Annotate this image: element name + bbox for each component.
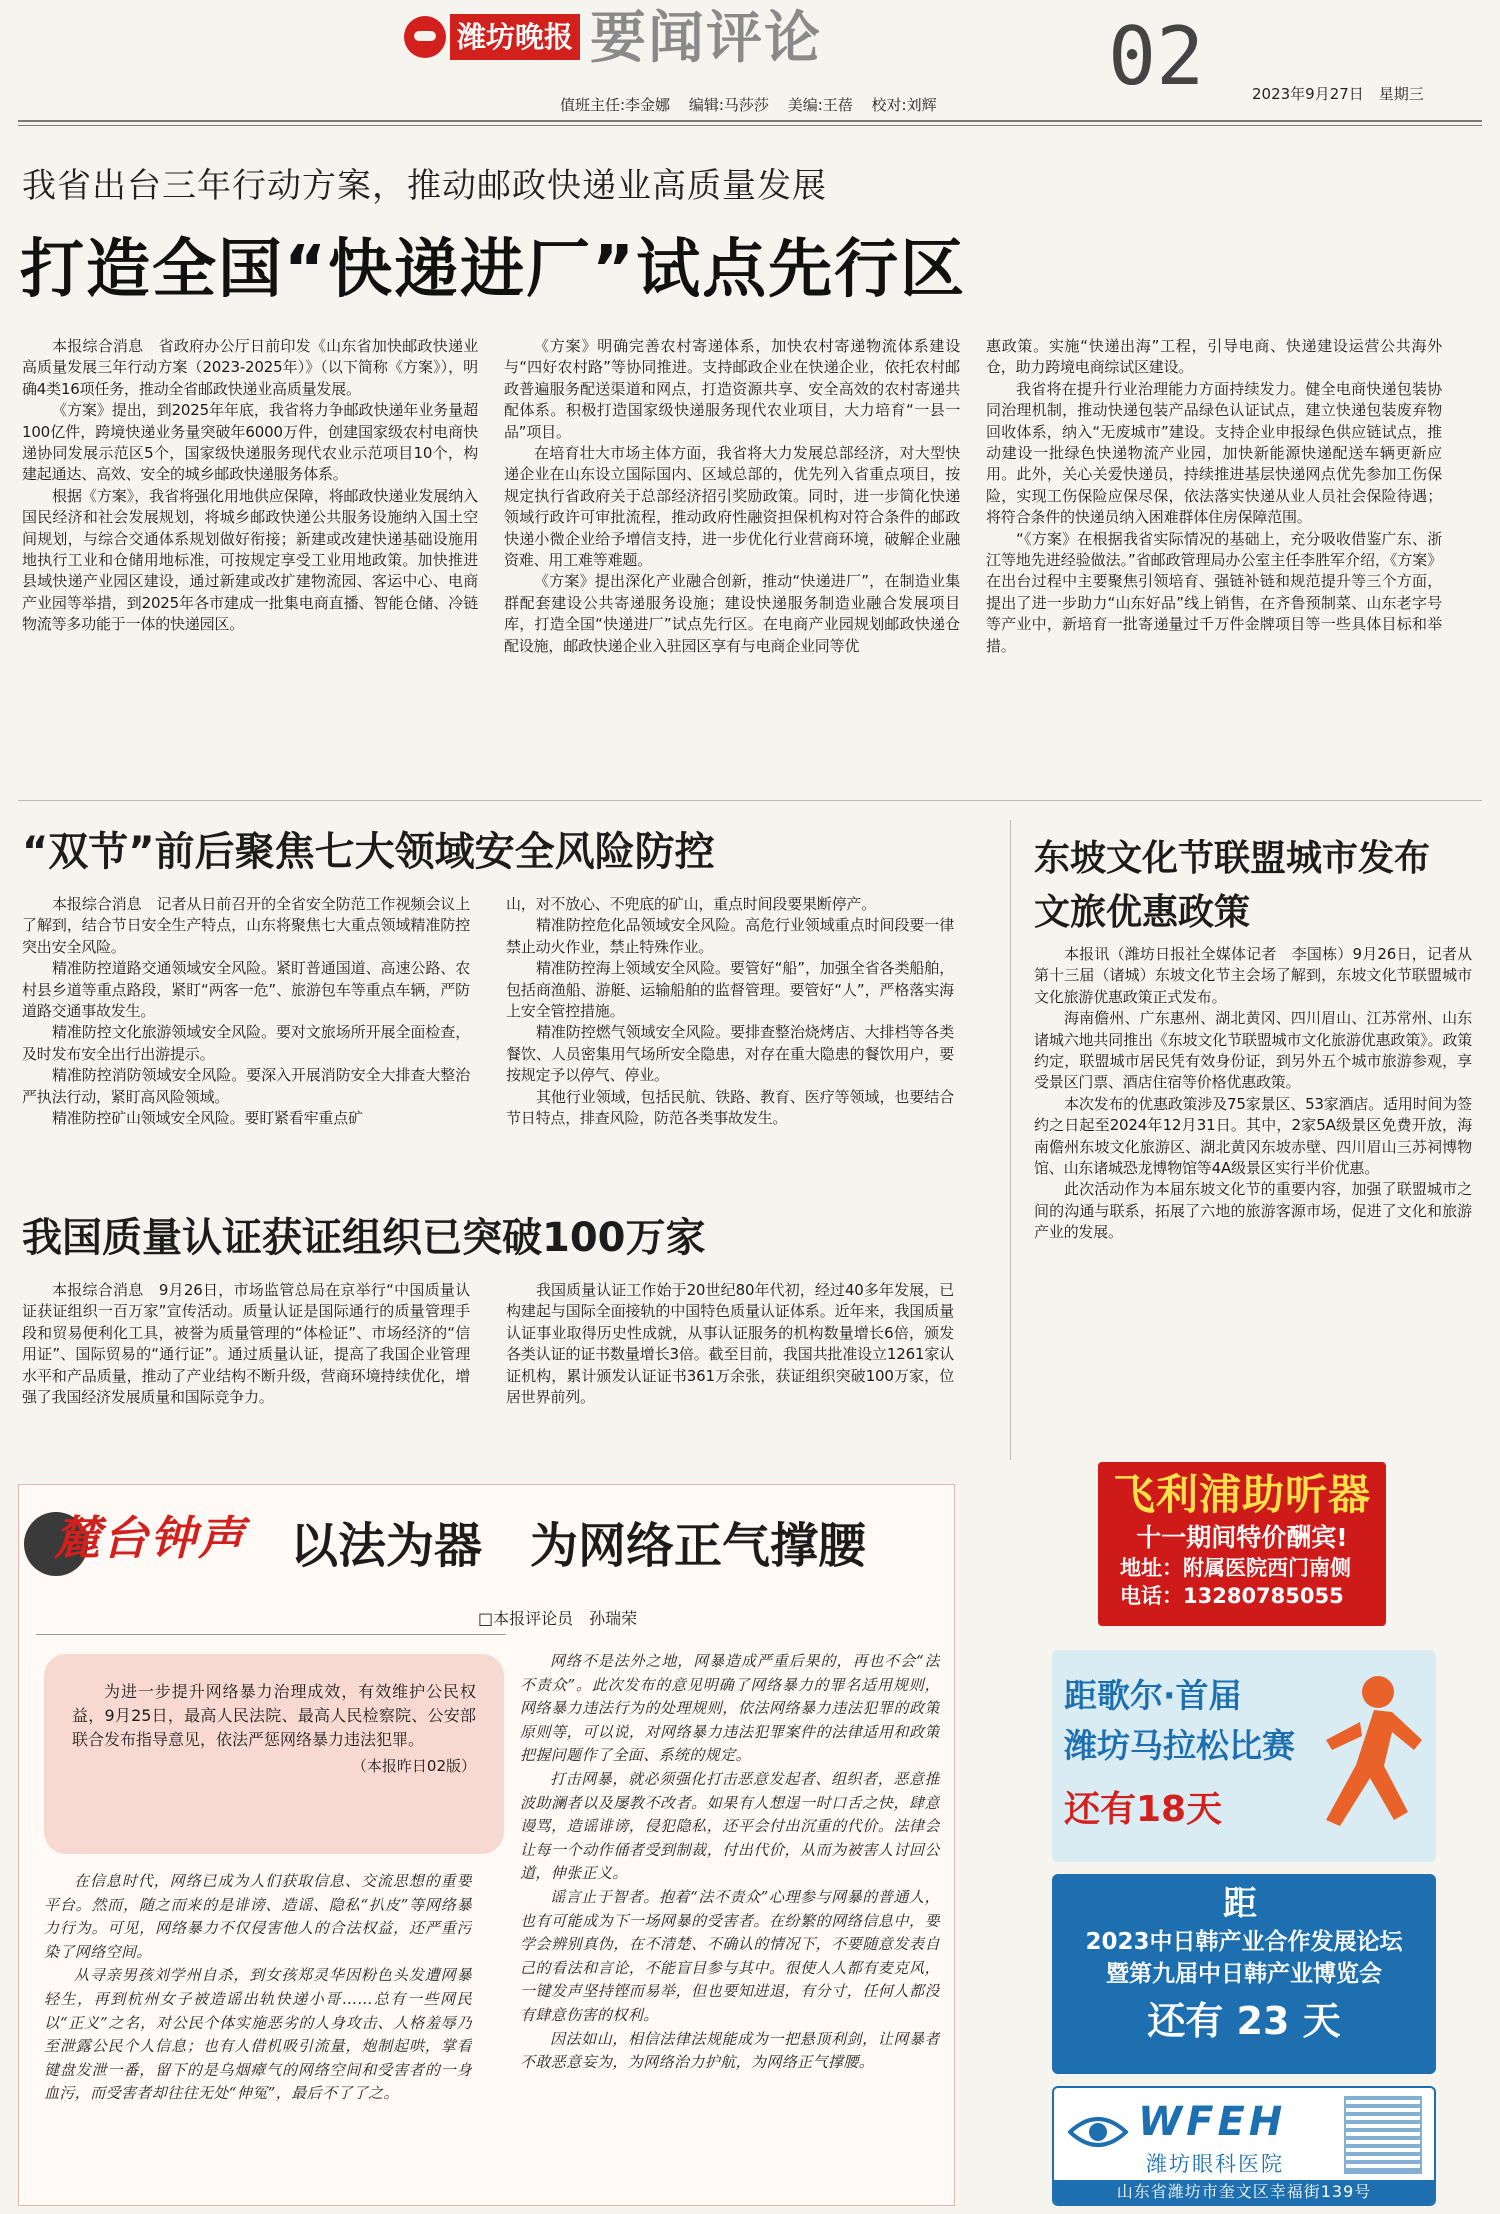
forum-line-1: 2023中日韩产业合作发展论坛 [1085,1929,1403,1955]
paragraph: 精准防控矿山领域安全风险。要盯紧看牢重点矿 [52,1109,363,1128]
article1-column-1 [22,336,478,776]
paragraph: 本报讯（潍坊日报社全媒体记者 李国栋）9月26日，记者从第十三届（诸城）东坡文化节主会场了解到，东坡文化节联盟城市文化旅游优惠政策正式发布。 [1034,945,1472,1006]
commentary-title: 以法为器 为网络正气撑腰 [290,1518,867,1574]
staff-duty-editor: 值班主任:李金娜 [560,96,671,114]
forum-line-2: 暨第九届中日韩产业博览会 [1106,1961,1382,1987]
summary-source: （本报昨日02版） [351,1757,476,1775]
ad-title: 飞利浦助听器 [1112,1470,1371,1519]
paragraph: 精准防控消防领域安全风险。要深入开展消防安全大排查大整治严执法行动，紧盯高风险领域。 [22,1066,470,1106]
paragraph: 精准防控海上领域安全风险。要管好“船”，加强全省各类船舶，包括商渔船、游艇、运输船舶的监督管理。要管好“人”，严格落实海上安全管控措施。 [506,959,954,1021]
commentary-byline: □本报评论员 孙瑞荣 [478,1609,638,1628]
paper-logo-icon [404,16,446,58]
hearing-aid-ad [1098,1462,1386,1626]
paragraph: 网络不是法外之地，网暴造成严重后果的，再也不会“法不责众”。此次发布的意见明确了网络暴力的罪名适用规则，网络暴力违法行为的处理规则，依法网络暴力违法犯罪的政策原则等，可以说，对网络暴力违法犯罪案件的法律适用和政策把握问题作了全面、系统的规定。 [520,1652,940,1765]
section-name: 要闻评论 [590,5,822,71]
article1-title: 打造全国“快递进厂”试点先行区 [20,233,967,307]
commentary-rule [36,1634,506,1635]
hospital-name: 潍坊眼科医院 [1146,2152,1284,2176]
paragraph: 惠政策。实施“快递出海”工程，引导电商、快递建设运营公共海外仓，助力跨境电商综试区建设。 [986,337,1442,377]
forum-countdown: 还有 23 天 [1147,1999,1341,2043]
article3-column-1 [22,1280,470,1476]
paragraph: 《方案》提出，到2025年年底，我省将力争邮政快递年业务量超100亿件，跨境快递业务量突破年6000万件，创建国家级农村电商快递协同发展示范区5个，国家级快递服务现代农业示范项目10个，构建起通达、高效、安全的城乡邮政快递服务体系。 [22,401,478,484]
staff-editor: 编辑:马莎莎 [688,96,769,114]
staff-art-editor: 美编:王蓓 [787,96,853,114]
eye-icon [1068,2110,1128,2154]
hospital-brand: WFEH [1138,2099,1287,2145]
marathon-line-1: 距歌尔·首届 [1064,1676,1242,1715]
article2-column-1 [22,894,470,1180]
paragraph: 《方案》明确完善农村寄递体系，加快农村寄递物流体系建设与“四好农村路”等协同推进。支持邮政企业在快递企业，依托农村邮政普遍服务配送渠道和网点，打造资源共享、安全高效的农村寄递共配体系。积极打造国家级快递服务现代农业项目，大力培育“一县一品”项目。 [504,337,960,441]
article4-title: 东坡文化节联盟城市发布文旅优惠政策 [1034,838,1431,933]
commentary-column-left [44,1870,472,2192]
masthead-rule [18,120,1482,122]
paragraph: 我国质量认证工作始于20世纪80年代初，经过40多年发展，已构建起与国际全面接轨的中国特色质量认证体系。近年来，我国质量认证事业取得历史性成就，从事认证服务的机构数量增长6倍，颁发各类认证的证书数量增长3倍。截至目前，我国共批准设立1261家认证机构，累计颁发认证证书361万余张，获证组织突破100万家，位居世界前列。 [506,1281,954,1407]
article1-subtitle: 我省出台三年行动方案，推动邮政快递业高质量发展 [22,166,827,206]
article1-column-2 [504,336,960,776]
commentary-summary [44,1654,504,1854]
paragraph: 精准防控危化品领域安全风险。高危行业领域重点时间段要一律禁止动火作业，禁止特殊作业。 [506,916,954,956]
paragraph: 精准防控道路交通领域安全风险。紧盯普通国道、高速公路、农村县乡道等重点路段，紧盯“两客一危”、旅游包车等重点车辆，严防道路交通事故发生。 [22,959,470,1021]
paragraph: 根据《方案》，我省将强化用地供应保障，将邮政快递业发展纳入国民经济和社会发展规划，将城乡邮政快递公共服务设施纳入国土空间规划，与综合交通体系规划做好衔接；新建或改建快递基础设施用地执行工业和仓储用地标准，可按规定享受工业用地政策。加快推进县域快递产业园区建设，通过新建或改扩建物流园、客运中心、电商产业园等举措，到2025年各市建成一批集电商直播、智能仓储、冷链物流等多功能于一体的快递园区。 [22,486,478,634]
ad-address: 地址：附属医院西门南侧 [1120,1556,1351,1580]
masthead-rule-thin [18,125,1482,126]
paragraph: 从寻亲男孩刘学州自杀，到女孩郑灵华因粉色头发遭网暴轻生，再到杭州女子被造谣出轨快递小哥……总有一些网民以“正义”之名，对公民个体实施恶劣的人身攻击、人格羞辱乃至泄露公民个人信息；也有人借机吸引流量，炮制起哄，掌看键盘发泄一番，留下的是乌烟瘴气的网络空间和受害者的一身血污，而受害者却往往无处“伸冤”，最后不了了之。 [44,1966,472,2103]
article4-body [1034,944,1472,1434]
paragraph: 精准防控燃气领域安全风险。要排查整治烧烤店、大排档等各类餐饮、人员密集用气场所安全隐患，对存在重大隐患的餐饮用户，要按规定予以停气、停业。 [506,1023,954,1085]
marathon-line-2: 潍坊马拉松比赛 [1064,1726,1295,1765]
paragraph: 此次活动作为本届东坡文化节的重要内容，加强了联盟城市之间的沟通与联系，拓展了六地的旅游客源市场，促进了文化和旅游产业的发展。 [1034,1180,1472,1242]
staff-proofreader: 校对:刘辉 [871,96,937,114]
commentary-column-right [520,1650,940,2196]
paragraph: 我省将在提升行业治理能力方面持续发力。健全电商快递包装协同治理机制，推动快递包装产品绿色认证试点，建立快递包装废弃物回收体系，纳入“无废城市”建设。支持企业申报绿色供应链试点，推动建设一批绿色快递物流产业园，加快新能源快递配送车辆更新应用。此外，关心关爱快递员，持续推进基层快递网点优先参加工伤保险，实现工伤保险应保尽保，依法落实快递从业人员社会保险待遇；将符合条件的快递员纳入困难群体住房保障范围。 [986,379,1442,527]
marathon-ad [1052,1650,1436,1862]
paragraph: 《方案》提出深化产业融合创新，推动“快递进厂”，在制造业集群配套建设公共寄递服务设施；建设快递服务制造业融合发展项目库，打造全国“快递进厂”试点先行区。在电商产业园规划邮政快递仓配设施，邮政快递企业入驻园区享有与电商企业同等优 [504,572,960,655]
summary-text: 为进一步提升网络暴力治理成效，有效维护公民权益，9月25日，最高人民法院、最高人民检察院、公安部联合发布指导意见，依法严惩网络暴力违法犯罪。 [72,1682,476,1749]
article2-title: “双节”前后聚焦七大领域安全风险防控 [22,829,715,875]
staff-line [560,94,951,116]
page-number: 02 [1108,10,1205,103]
qr-code-icon [1344,2096,1422,2174]
forum-ad [1052,1874,1436,2074]
paragraph: 在信息时代，网络已成为人们获取信息、交流思想的重要平台。然而，随之而来的是诽谤、造谣、隐私“扒皮”等网络暴力行为。可见，网络暴力不仅侵害他人的合法权益，还严重污染了网络空间。 [44,1872,472,1961]
eye-hospital-ad [1052,2086,1436,2206]
paragraph: 在培育壮大市场主体方面，我省将大力发展总部经济，对大型快递企业在山东设立国际国内、区域总部的，优先列入省重点项目，按规定执行省政府关于总部经济招引奖励政策。同时，进一步简化快递领域行政许可审批流程，推动政府性融资担保机构对符合条件的邮政快递小微企业给予增信支持，进一步优化行业营商环境，破解企业融资难、用工难等难题。 [504,444,960,570]
column-divider [1010,820,1011,1460]
paragraph: 精准防控文化旅游领域安全风险。要对文旅场所开展全面检查，及时发布安全出行出游提示。 [22,1023,470,1063]
article3-column-2 [506,1280,954,1476]
paragraph: 其他行业领域，包括民航、铁路、教育、医疗等领域，也要结合节日特点，排查风险，防范各类事故发生。 [506,1087,954,1128]
ad-phone: 电话：13280785055 [1120,1584,1344,1608]
paragraph: 本报综合消息 记者从日前召开的全省安全防范工作视频会议上了解到，结合节日安全生产特点，山东将聚焦七大重点领域精准防控突出安全风险。 [22,895,470,956]
marathon-countdown: 还有18天 [1064,1789,1223,1830]
article1-column-3 [986,336,1442,776]
paragraph: 山，对不放心、不兜底的矿山，重点时间段要果断停产。 [506,895,877,913]
runner-icon [1296,1670,1426,1850]
paragraph: 谣言止于智者。抱着“法不责众”心理参与网暴的普通人，也有可能成为下一场网暴的受害者。在纷繁的网络信息中，要学会辨别真伪，在不清楚、不确认的情况下，不要随意发表自己的看法和言论，不能盲目参与其中。很使人人都有麦克风，一键发声坚持铿而易举，但也要知进退，有分寸，任何人都没有肆意伤害的权利。 [520,1887,940,2024]
paragraph: 本次发布的优惠政策涉及75家景区、53家酒店。适用时间为签约之日起至2024年12月31日。其中，2家5A级景区免费开放，海南儋州东坡文化旅游区、湖北黄冈东坡赤壁、四川眉山三苏祠博物馆、山东诸城恐龙博物馆等4A级景区实行半价优惠。 [1034,1094,1472,1178]
column-name: 麓台钟声 [54,1511,246,1565]
paragraph: 本报综合消息 9月26日，市场监管总局在京举行“中国质量认证获证组织一百万家”宣传活动。质量认证是国际通行的质量管理手段和贸易便利化工具，被誉为质量管理的“体检证”、市场经济的“信用证”、国际贸易的“通行证”。通过质量认证，提高了我国企业管理水平和产品质量，推动了产业结构不断升级，营商环境持续优化，增强了我国经济发展质量和国际竞争力。 [22,1281,470,1407]
issue-date: 2023年9月27日 星期三 [1252,85,1424,103]
ad-promo: 十一期间特价酬宾! [1136,1523,1348,1552]
hospital-address: 山东省潍坊市奎文区幸福街139号 [1054,2180,1434,2204]
forum-label: 距 [1223,1884,1265,1924]
paragraph: 海南儋州、广东惠州、湖北黄冈、四川眉山、江苏常州、山东诸城六地共同推出《东坡文化节联盟城市文化旅游优惠政策》。政策约定，联盟城市居民凭有效身份证，到另外五个城市旅游参观，享受景区门票、酒店住宿等价格优惠政策。 [1034,1009,1472,1092]
section-divider [18,800,1482,801]
paragraph: 因法如山，相信法律法规能成为一把悬顶利剑，让网暴者不敢恶意妄为，为网络治力护航，为网络正气撑腰。 [520,2029,940,2072]
article2-column-2 [506,894,954,1180]
paragraph: 本报综合消息 省政府办公厅日前印发《山东省加快邮政快递业高质量发展三年行动方案（2023-2025年）》（以下简称《方案》），明确4类16项任务，推动全省邮政快递业高质量发展。 [22,337,478,398]
paragraph: 打击网暴，就必须强化打击恶意发起者、组织者，恶意推波助澜者以及屡教不改者。如果有人想逞一时口舌之快，肆意谩骂，造谣诽谤，侵犯隐私，还平会付出沉重的代价。法律会让每一个动作俑者受到制裁，付出代价，从而为被害人讨回公道，伸张正义。 [520,1769,940,1883]
article3-title: 我国质量认证获证组织已突破100万家 [22,1215,706,1261]
paragraph: “《方案》在根据我省实际情况的基础上，充分吸收借鉴广东、浙江等地先进经验做法。”省邮政管理局办公室主任李胜军介绍，《方案》在出台过程中主要聚焦引领培育、强链补链和规范提升等三个方面，提出了进一步助力“山东好品”线上销售，在齐鲁预制菜、山东老字号等产业中，新培育一批寄递量过千万件金牌项目等一些具体目标和举措。 [986,529,1442,655]
paper-name: 潍坊晚报 [450,14,580,60]
